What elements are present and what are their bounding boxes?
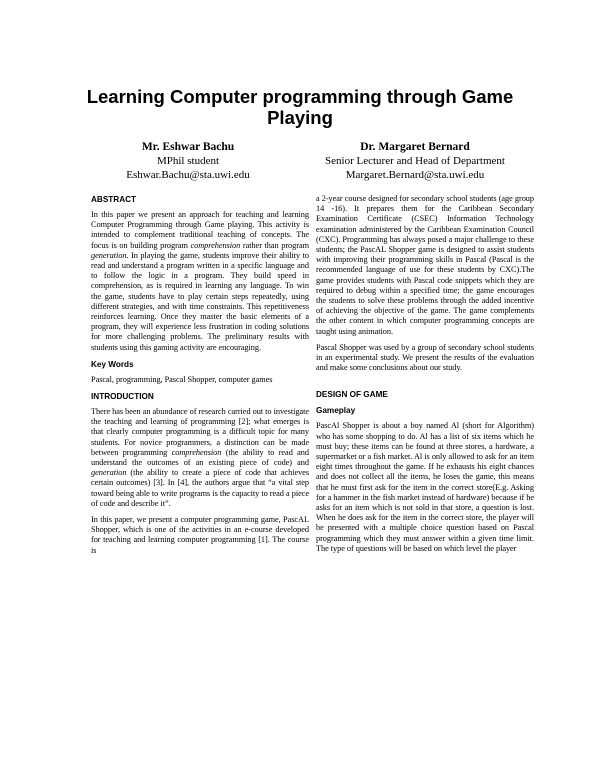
right-column [316, 194, 534, 560]
author-block-1 [88, 140, 288, 182]
course-paragraph: a 2-year course designed for secondary school students (age group 14 -16). It prepares them for the Caribbean Secondary Examination Certificate (CSEC) Information Technology examination administered by the Caribbean Examination Council (CXC). Programming has always posed a major challenge to these students; the PascAL Shopper game is designed to assist students with improving their programming skills in Pascal (Pascal is the recommended language of use for these students by CXC).The game provides students with Pascal code snippets which they are required to debug within a specified time; the game encourages the students to solve these problems through the added incentive of achieving the objective of the game. The game complements the other content in which computer programming concepts are taught using animation. [316, 194, 534, 336]
gameplay-paragraph: PascAl Shopper is about a boy named Al (short for Algorithm) who has some shopping to do. Al has a list of six items which he must buy; these items can be found at three stores, a hardware, a supermarket or a fish market. Al is only allowed to ask for an item eight times throughout the game. If he exhausts his eight chances and does not collect all the items, he loses the game, this means that he must first ask for the item in the correct store(E.g. Asking for a hammer in the fish market instead of hardware) because if he asks for an item which is not sold in that store, a question is lost. When he does ask for the item in the correct store, the player will be presented with a multiple choice question based on Pascal programming which they must answer within a given time limit. The type of questions will be based on which level the player [316, 421, 534, 553]
author-email: Margaret.Bernard@sta.uwi.edu [345, 169, 485, 181]
introduction-heading: INTRODUCTION [91, 392, 154, 402]
gameplay-heading: Gameplay [316, 406, 356, 416]
abstract-heading: ABSTRACT [91, 195, 137, 204]
design-heading: DESIGN OF GAME [316, 390, 388, 400]
abstract-paragraph: In this paper we present an approach for teaching and learning Computer Programming through Game playing. This activity is intended to complement traditional teaching of concepts. The focus is on building program comprehension rather than program generation. In playing the game, students improve their ability to read and understand a program written in a specific language and to follow the logic in a program. They build speed in comprehension, as is required in learning any language. To win the game, students have to play certain steps repeatedly, using different strategies, and with time constraints. This repetitiveness reinforces learning. Once they master the basic elements of a program, they will experience less frustration in coding solutions for more challenging problems. The preliminary results with students using this gaming activity are encouraging. [91, 210, 309, 352]
study-paragraph: Pascal Shopper was used by a group of secondary school students in an experimental study. We present the results of the evaluation and make some conclusions about our study. [316, 342, 534, 373]
author-name: Mr. Eshwar Bachu [141, 141, 235, 153]
author-email: Eshwar.Bachu@sta.uwi.edu [126, 169, 250, 181]
author-name: Dr. Margaret Bernard [360, 141, 470, 153]
paper-title: Learning Computer programming through Game Playing [86, 86, 514, 128]
introduction-paragraph-1: There has been an abundance of research carried out to investigate the teaching and learning of programming [2]; what emerges is that clearly computer programming is a difficult topic for many students. For novice programmers, a distinction can be made between programming comprehension (the ability to read and understand the outcomes of an existing piece of code) and generation (the ability to create a piece of code that achieves certain outcomes) [3]. In [4], the authors argue that “a vital step toward being able to write programs is the capacity to read a piece of code and describe it”. [91, 407, 309, 508]
left-column [91, 194, 309, 562]
keywords-text: Pascal, programming, Pascal Shopper, computer games [91, 374, 273, 384]
author-role: Senior Lecturer and Head of Department [325, 155, 505, 167]
keywords-heading: Key Words [91, 359, 134, 369]
author-role: MPhil student [156, 155, 220, 167]
author-block-2 [300, 140, 530, 182]
introduction-paragraph-2: In this paper, we present a computer programming game, PascAL Shopper, which is one of the activities in an e-course developed for teaching and learning computer programming [1]. The course is [91, 515, 309, 555]
